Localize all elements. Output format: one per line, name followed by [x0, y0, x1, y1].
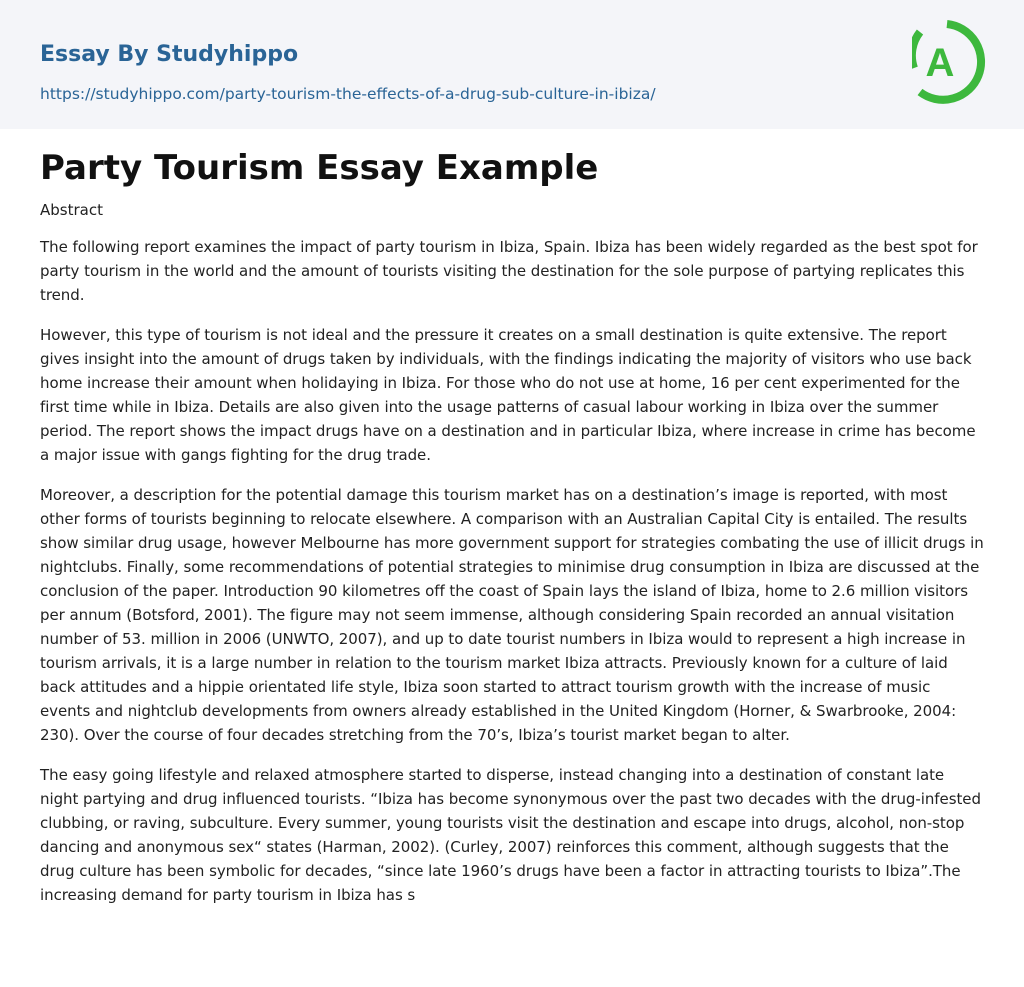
studyhippo-logo-icon[interactable]	[912, 19, 986, 105]
logo-letter: A	[925, 41, 955, 85]
essay-paragraph: The easy going lifestyle and relaxed atmosphere started to disperse, instead changing into a destination of constant late night partying and drug influenced tourists. “Ibiza has become synonymous over the past two decades with the drug-infested clubbing, or raving, subculture. Every summer, young tourists visit the destination and escape into drugs, alcohol, non-stop dancing and anonymous sex“ states (Harman, 2002). (Curley, 2007) reinforces this comment, although suggests that the drug culture has been symbolic for decades, “since late 1960’s drugs have been a factor in attracting tourists to Ibiza”.The increasing demand for party tourism in Ibiza has s	[40, 766, 981, 904]
page-title: Party Tourism Essay Example	[40, 148, 599, 188]
essay-paragraph: The following report examines the impact of party tourism in Ibiza, Spain. Ibiza has been widely regarded as the best spot for party tourism in the world and the amount of tourists visiting the destination for the sole purpose of partying replicates this trend.	[40, 238, 978, 304]
brand-link[interactable]: Essay By Studyhippo	[40, 42, 299, 67]
essay-paragraph: Moreover, a description for the potential damage this tourism market has on a destination’s image is reported, with most other forms of tourists beginning to relocate elsewhere. A comparison with an Australian Capital City is entailed. The results show similar drug usage, however Melbourne has more government support for strategies combating the use of illicit drugs in nightclubs. Finally, some recommendations of potential strategies to minimise drug consumption in Ibiza are discussed at the conclusion of the paper. Introduction 90 kilometres off the coast of Spain lays the island of Ibiza, home to 2.6 million visitors per annum (Botsford, 2001). The figure may not seem immense, although considering Spain recorded an annual visitation number of 53. million in 2006 (UNWTO, 2007), and up to date tourist numbers in Ibiza would to represent a high increase in tourism arrivals, it is a large number in relation to the tourism market Ibiza attracts. Previously known for a culture of laid back attitudes and a hippie orientated life style, Ibiza soon started to attract tourism growth with the increase of music events and nightclub developments from owners already established in the United Kingdom (Horner, & Swarbrooke, 2004: 230). Over the course of four decades stretching from the 70’s, Ibiza’s tourist market began to alter.	[40, 486, 984, 744]
essay-paragraph: However, this type of tourism is not ideal and the pressure it creates on a small destination is quite extensive. The report gives insight into the amount of drugs taken by individuals, with the findings indicating the majority of visitors who use back home increase their amount when holidaying in Ibiza. For those who do not use at home, 16 per cent experimented for the first time while in Ibiza. Details are also given into the usage patterns of casual labour working in Ibiza over the summer period. The report shows the impact drugs have on a destination and in particular Ibiza, where increase in crime has become a major issue with gangs fighting for the drug trade.	[40, 326, 976, 464]
source-url-link[interactable]: https://studyhippo.com/party-tourism-the-effects-of-a-drug-sub-culture-in-ibiza/	[40, 85, 656, 103]
essay-body	[40, 199, 985, 923]
section-heading-abstract: Abstract	[40, 201, 103, 219]
